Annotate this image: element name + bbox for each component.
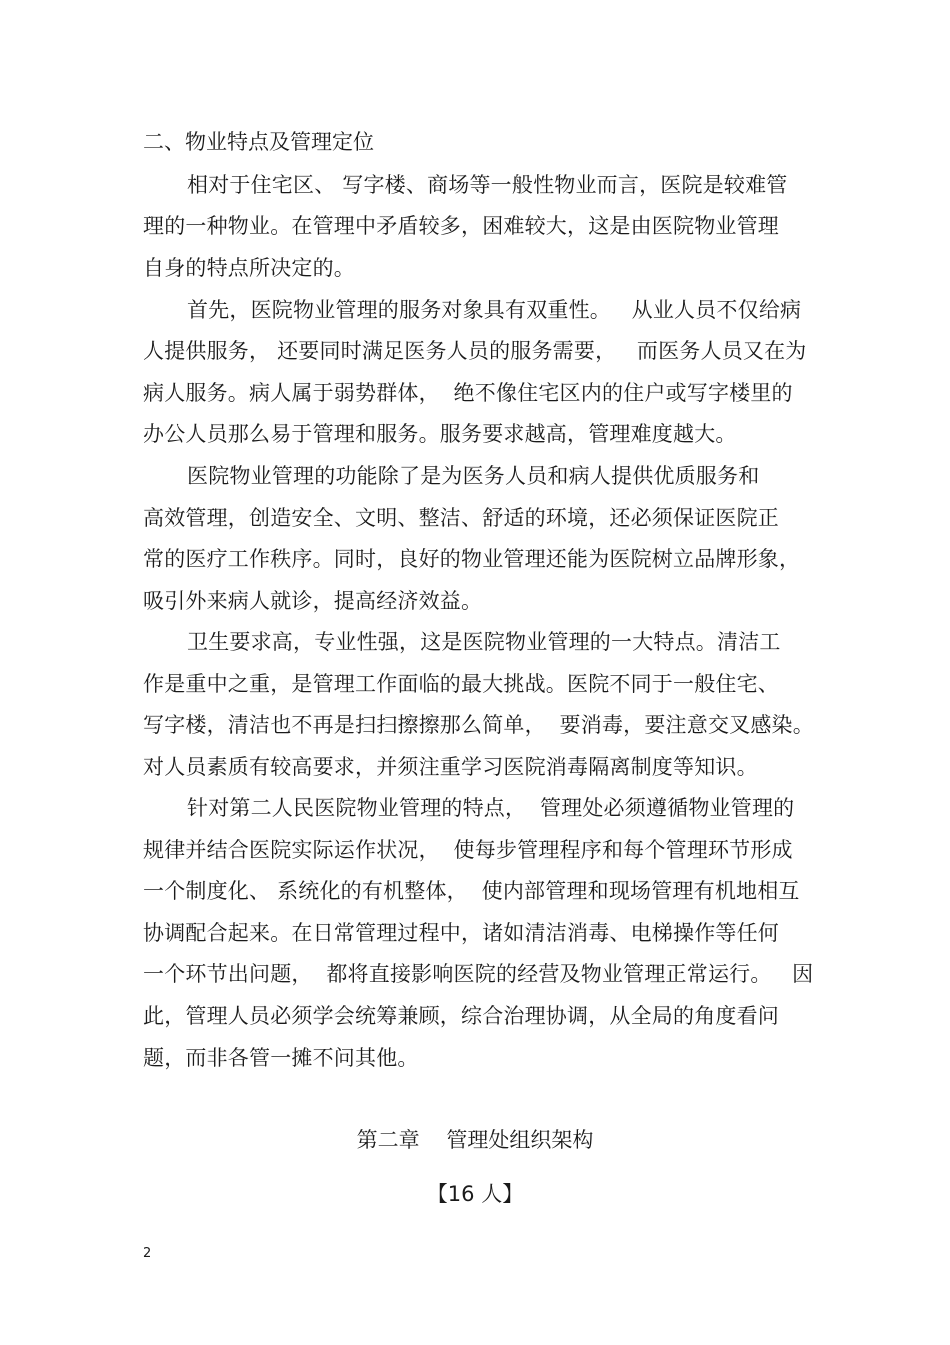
paragraph-1-line-1: 相对于住宅区、 写字楼、商场等一般性物业而言，医院是较难管 [187, 173, 788, 197]
paragraph-5-line-2: 规律并结合医院实际运作状况， 使每步管理程序和每个管理环节形成 [143, 838, 793, 862]
paragraph-5-line-7: 题，而非各管一摊不问其他。 [143, 1046, 419, 1070]
chapter-title: 第二章 管理处组织架构 [356, 1128, 594, 1152]
paragraph-1-line-2: 理的一种物业。在管理中矛盾较多，困难较大，这是由医院物业管理 [143, 214, 779, 238]
paragraph-4-line-1: 卫生要求高，专业性强，这是医院物业管理的一大特点。清洁工 [187, 630, 781, 654]
paragraph-2-line-1: 首先，医院物业管理的服务对象具有双重性。 从业人员不仅给病 [187, 298, 802, 322]
paragraph-4-line-2: 作是重中之重，是管理工作面临的最大挑战。医院不同于一般住宅、 [143, 672, 779, 696]
paragraph-5-line-1: 针对第二人民医院物业管理的特点， 管理处必须遵循物业管理的 [187, 796, 795, 820]
section-heading: 二、物业特点及管理定位 [143, 130, 374, 154]
page-number: 2 [143, 1246, 152, 1261]
paragraph-4-line-4: 对人员素质有较高要求，并须注重学习医院消毒隔离制度等知识。 [143, 755, 758, 779]
paragraph-5-line-3: 一个制度化、 系统化的有机整体， 使内部管理和现场管理有机地相互 [143, 879, 800, 903]
paragraph-5-line-5: 一个环节出问题， 都将直接影响医院的经营及物业管理正常运行。 因 [143, 962, 814, 986]
paragraph-3-line-2: 高效管理，创造安全、文明、整洁、舒适的环境，还必须保证医院正 [143, 506, 779, 530]
paragraph-3-line-4: 吸引外来病人就诊，提高经济效益。 [143, 589, 483, 613]
chapter-subtitle: 【16 人】 [426, 1182, 524, 1206]
paragraph-5-line-4: 协调配合起来。在日常管理过程中，诸如清洁消毒、电梯操作等任何 [143, 921, 779, 945]
paragraph-1-line-3: 自身的特点所决定的。 [143, 256, 355, 280]
paragraph-5-line-6: 此，管理人员必须学会统筹兼顾，综合治理协调，从全局的角度看问 [143, 1004, 779, 1028]
paragraph-2-line-3: 病人服务。病人属于弱势群体， 绝不像住宅区内的住户或写字楼里的 [143, 381, 793, 405]
paragraph-4-line-3: 写字楼，清洁也不再是扫扫擦擦那么简单， 要消毒，要注意交叉感染。 [143, 713, 814, 737]
paragraph-2-line-4: 办公人员那么易于管理和服务。服务要求越高，管理难度越大。 [143, 422, 737, 446]
paragraph-3-line-3: 常的医疗工作秩序。同时，良好的物业管理还能为医院树立品牌形象， [143, 547, 801, 571]
paragraph-2-line-2: 人提供服务， 还要同时满足医务人员的服务需要， 而医务人员又在为 [143, 339, 807, 363]
paragraph-3-line-1: 医院物业管理的功能除了是为医务人员和病人提供优质服务和 [187, 464, 760, 488]
